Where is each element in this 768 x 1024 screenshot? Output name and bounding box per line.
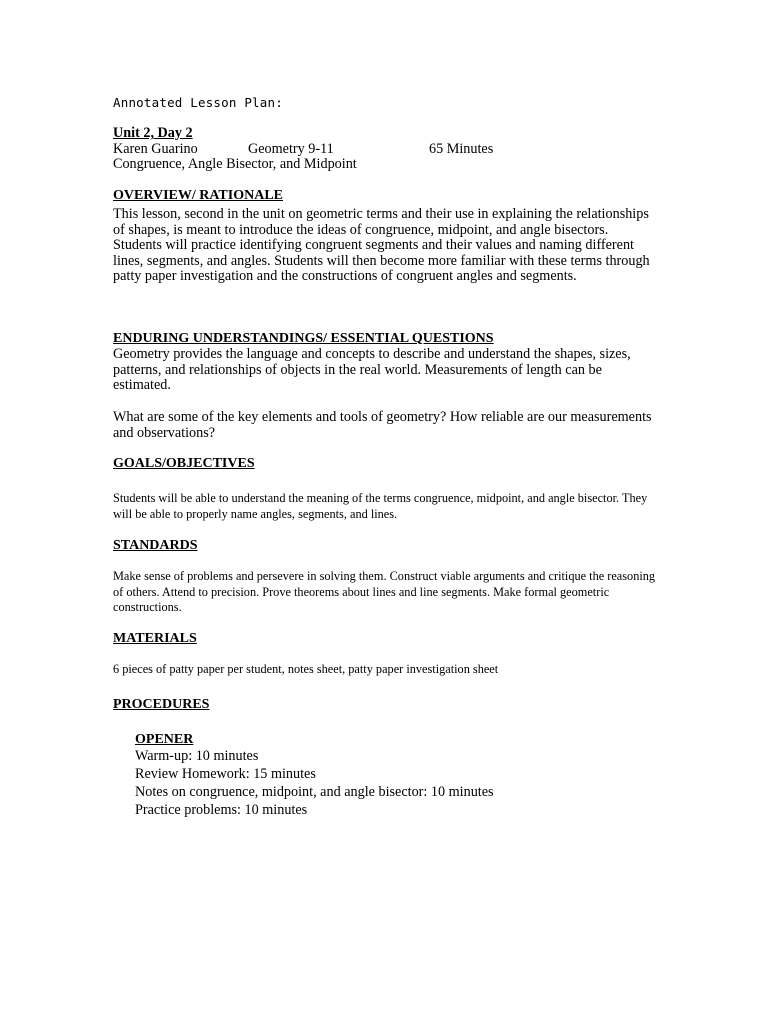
materials-text: 6 pieces of patty paper per student, notes sheet, patty paper investigation sheet (113, 662, 499, 676)
unit-day-label: Unit 2, Day 2 (113, 125, 193, 141)
overview-text: This lesson, second in the unit on geometric terms and their use in explaining the relationships of shapes, is meant to introduce the ideas of congruence, midpoint, and angle bisectors. Students will practice identifying congruent segments and their values and naming different lines, segments, and angles. Students will then become more familiar with these terms through patty paper investigation and the constructions of congruent angles and segments. (113, 206, 650, 284)
enduring-text: Geometry provides the language and concepts to describe and understand the shapes, sizes, patterns, and relationships of objects in the real world. Measurements of length can be estimated. (113, 346, 631, 393)
enduring-heading: ENDURING UNDERSTANDINGS/ ESSENTIAL QUESTIONS (113, 331, 494, 346)
course-name: Geometry 9-11 (248, 141, 334, 157)
procedure-item: Warm-up: 10 minutes (135, 748, 259, 764)
lesson-topic: Congruence, Angle Bisector, and Midpoint (113, 156, 357, 172)
procedures-heading: PROCEDURES (113, 697, 210, 712)
document-title: Annotated Lesson Plan: (113, 95, 283, 110)
overview-heading: OVERVIEW/ RATIONALE (113, 188, 283, 203)
procedure-item: Review Homework: 15 minutes (135, 766, 316, 782)
procedure-item: Notes on congruence, midpoint, and angle bisector: 10 minutes (135, 784, 494, 800)
standards-text: Make sense of problems and persevere in solving them. Construct viable arguments and critique the reasoning of others. Attend to precision. Prove theorems about lines and line segments. Make formal geometric constructions. (113, 569, 656, 614)
materials-heading: MATERIALS (113, 631, 197, 646)
lesson-duration: 65 Minutes (429, 141, 494, 157)
essential-questions-text: What are some of the key elements and tools of geometry? How reliable are our measurements and observations? (113, 409, 652, 441)
standards-heading: STANDARDS (113, 538, 198, 553)
goals-heading: GOALS/OBJECTIVES (113, 456, 255, 471)
goals-text: Students will be able to understand the meaning of the terms congruence, midpoint, and angle bisector. They will be able to properly name angles, segments, and lines. (113, 491, 648, 521)
opener-heading: OPENER (135, 732, 194, 747)
procedure-item: Practice problems: 10 minutes (135, 802, 308, 818)
teacher-name: Karen Guarino (113, 141, 198, 157)
